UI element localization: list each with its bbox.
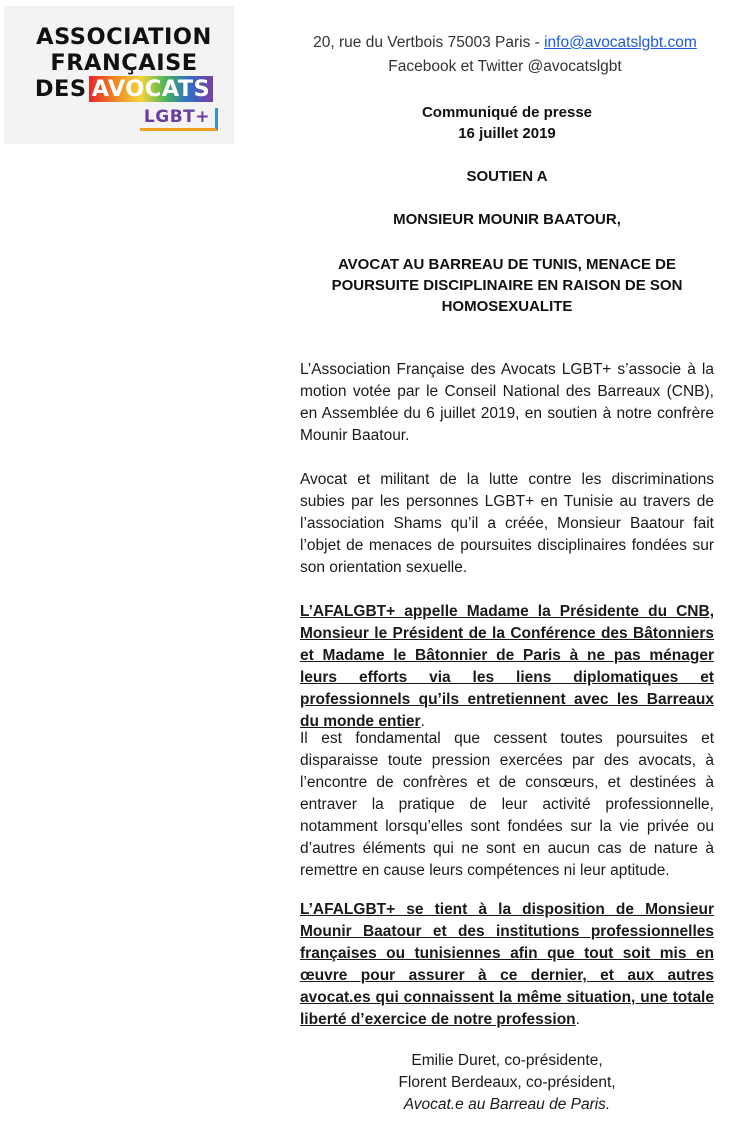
paragraph-motion: L’Association Française des Avocats LGBT+ s’associe à la motion votée par le Conseil National des Barreaux (CNB), en Assemblée du 6 juillet 2019, en soutien à notre confrère Mounir Baatour. (300, 361, 714, 444)
paragraph-appeal (300, 601, 714, 733)
logo-lgbt-badge: LGBT+ (140, 108, 218, 131)
logo-line-des-avocats (24, 76, 224, 102)
support-period: . (575, 1011, 580, 1028)
paragraph-context: Avocat et militant de la lutte contre les discriminations subies par les personnes LGBT+ en Tunisie au travers de l’association Shams qu’il a créée, Monsieur Baatour fait l’objet de menaces de poursuites disciplinaires fondées sur son orientation sexuelle. (300, 471, 714, 576)
signature-line-3: Avocat.e au Barreau de Paris. (403, 1096, 611, 1113)
logo-line-lgbt (24, 102, 224, 131)
contact-address (270, 31, 740, 55)
association-logo (24, 24, 224, 131)
press-release-label: Communiqué de presse (421, 104, 593, 121)
heading-title: AVOCAT AU BARREAU DE TUNIS, MENACE DE POURSUITE DISCIPLINAIRE EN RAISON DE SON HOMOSEXUALITE (331, 256, 683, 315)
appeal-bold-text: L’AFALGBT+ appelle Madame la Présidente du CNB, Monsieur le Président de la Conférence des Bâtonniers et Madame le Bâtonnier de Paris à ne pas ménager leurs efforts via les liens diplomatiques et professionnels qu’ils entretiennent avec les Barreaux du monde entier (300, 603, 714, 730)
email-link[interactable]: info@avocatslgbt.com (544, 34, 697, 51)
logo-avocats-rainbow: AVOCATS (89, 76, 214, 102)
press-release-date: 16 juillet 2019 (458, 125, 556, 142)
logo-des: DES (34, 76, 87, 102)
signature-line-1: Emilie Duret, co-présidente, (411, 1052, 603, 1069)
address-text: 20, rue du Vertbois 75003 Paris - (313, 34, 545, 51)
social-handles: Facebook et Twitter @avocatslgbt (388, 58, 622, 75)
logo-line-association: ASSOCIATION (36, 24, 212, 50)
support-bold-text: L’AFALGBT+ se tient à la disposition de Monsieur Mounir Baatour et des institutions professionnelles françaises ou tunisiennes afin que tout soit mis en œuvre pour assurer à ce dernier, et aux autres avocat.es qui connaissent la même situation, une totale liberté d’exercice de notre profession (300, 901, 714, 1028)
heading-soutien: SOUTIEN A (466, 168, 548, 185)
appeal-period: . (420, 713, 425, 730)
paragraph-statement: Il est fondamental que cessent toutes poursuites et disparaisse toute pression exercées par des avocats, à l’encontre de confrères et de consœurs, et destinées à entraver la pratique de leur activité professionnelle, notamment lorsqu’elles sont fondées sur la vie privée ou d’autres éléments qui ne sont en aucun cas de nature à remettre en cause leurs compétences ni leur aptitude. (300, 730, 714, 879)
signature-line-2: Florent Berdeaux, co-président, (398, 1074, 616, 1091)
signature-block (300, 1050, 714, 1116)
heading-monsieur: MONSIEUR MOUNIR BAATOUR, (393, 211, 621, 228)
paragraph-support (300, 899, 714, 1031)
logo-line-francaise: FRANÇAISE (50, 50, 198, 76)
